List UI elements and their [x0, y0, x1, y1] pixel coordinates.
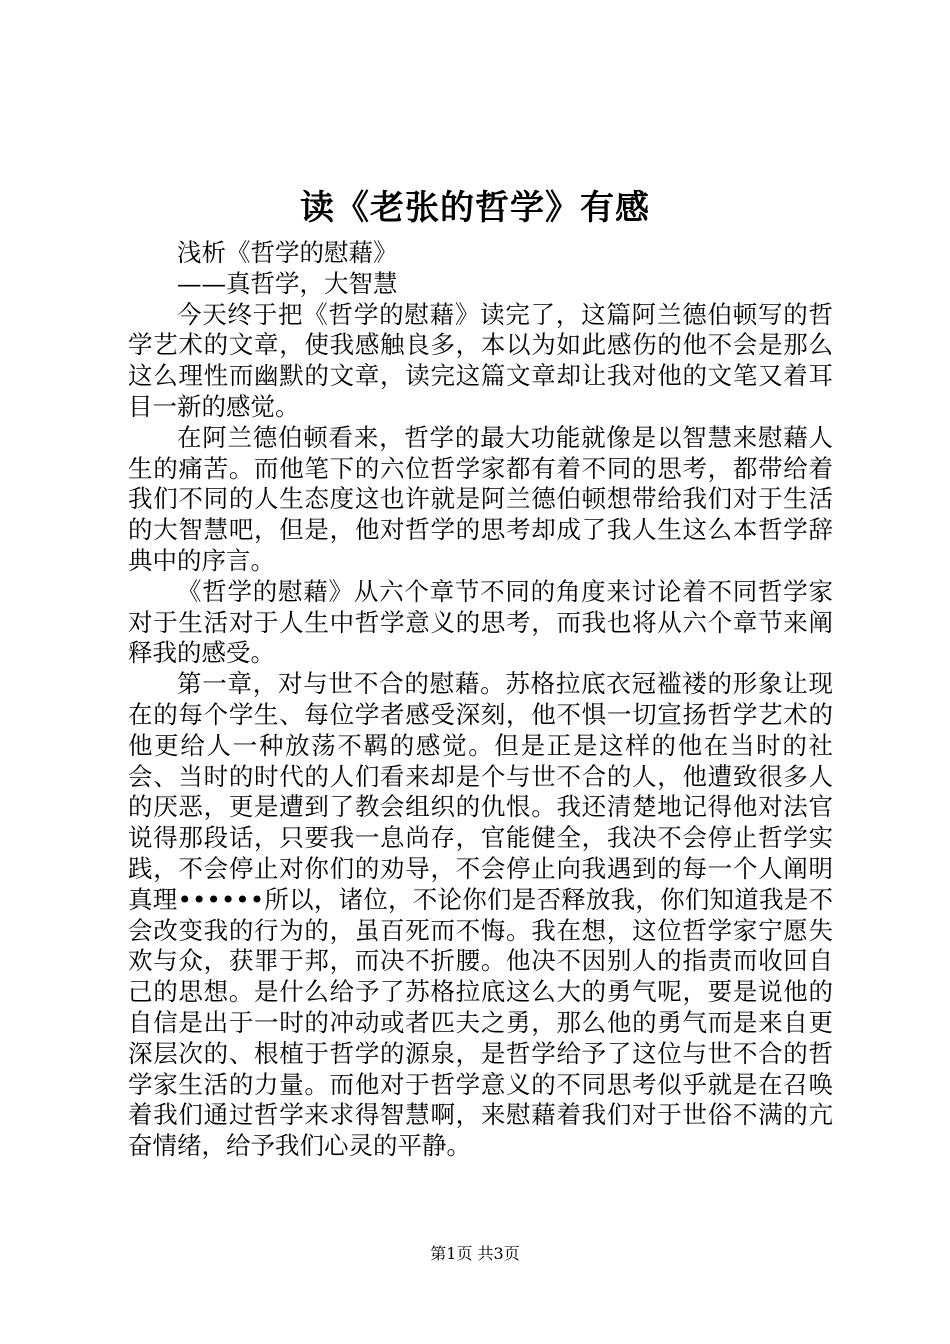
body-paragraph: 今天终于把《哲学的慰藉》读完了，这篇阿兰德伯顿写的哲学艺术的文章，使我感触良多，本以为如此感伤的他不会是那么这么理性而幽默的文章，读完这篇文章却让我对他的文笔又着耳目一新的感觉。 — [128, 299, 833, 421]
page-footer: 第1页 共3页 — [430, 1244, 520, 1263]
document-body — [128, 238, 833, 1162]
body-paragraph: 第一章，对与世不合的慰藉。苏格拉底衣冠褴褛的形象让现在的每个学生、每位学者感受深刻，他不惧一切宣扬哲学艺术的他更给人一种放荡不羁的感觉。但是正是这样的他在当时的社会、当时的时代的人们看来却是个与世不合的人，他遭致很多人的厌恶，更是遭到了教会组织的仇恨。我还清楚地记得他对法官说得那段话，只要我一息尚存，官能健全，我决不会停止哲学实践，不会停止对你们的劝导，不会停止向我遇到的每一个人阐明真理••••••所以，诸位，不论你们是否释放我，你们知道我是不会改变我的行为的，虽百死而不悔。我在想，这位哲学家宁愿失欢与众，获罪于邦，而决不折腰。他决不因别人的指责而收回自己的思想。是什么给予了苏格拉底这么大的勇气呢，要是说他的自信是出于一时的冲动或者匹夫之勇，那么他的勇气而是来自更深层次的、根植于哲学的源泉，是哲学给予了这位与世不合的哲学家生活的力量。而他对于哲学意义的不同思考似乎就是在召唤着我们通过哲学来求得智慧啊，来慰藉着我们对于世俗不满的亢奋情绪，给予我们心灵的平静。 — [128, 669, 833, 1161]
body-paragraph: 《哲学的慰藉》从六个章节不同的角度来讨论着不同哲学家对于生活对于人生中哲学意义的思考，而我也将从六个章节来阐释我的感受。 — [128, 576, 833, 668]
document-title: 读《老张的哲学》有感 — [300, 188, 650, 228]
subtitle-line: ——真哲学，大智慧 — [177, 268, 398, 298]
body-paragraph: 在阿兰德伯顿看来，哲学的最大功能就像是以智慧来慰藉人生的痛苦。而他笔下的六位哲学家都有着不同的思考，都带给着我们不同的人生态度这也许就是阿兰德伯顿想带给我们对于生活的大智慧吧，但是，他对哲学的思考却成了我人生这么本哲学辞典中的序言。 — [128, 422, 833, 575]
subtitle-line: 浅析《哲学的慰藉》 — [177, 238, 398, 267]
